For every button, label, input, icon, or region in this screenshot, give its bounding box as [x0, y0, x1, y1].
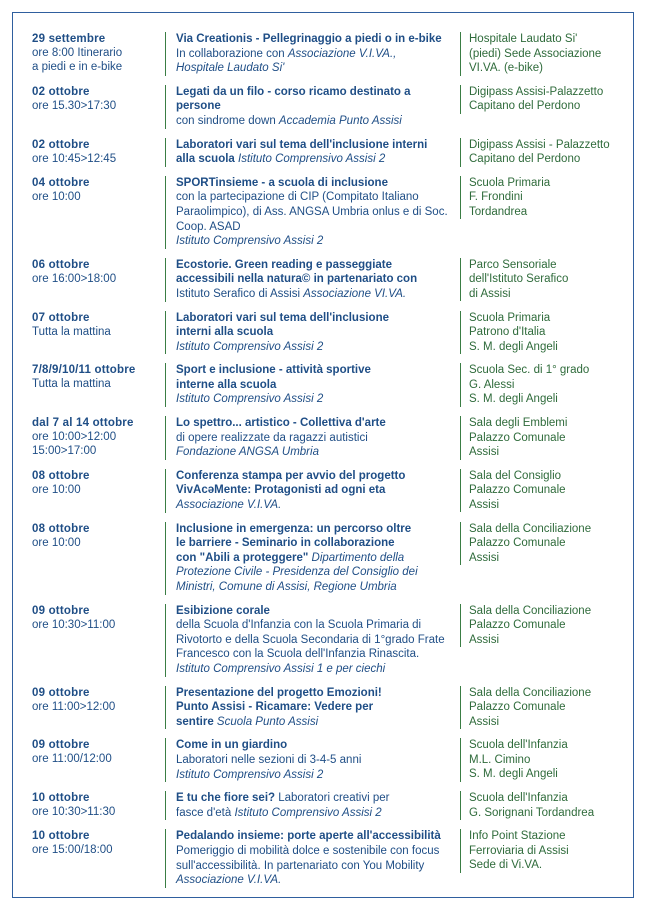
text-line: Ferroviaria di Assisi — [469, 844, 569, 857]
event-row — [32, 32, 614, 76]
event-title-line: Conferenza stampa per avvio del progetto — [176, 469, 406, 482]
event-row — [32, 522, 614, 595]
event-date: 07 ottobre — [32, 311, 90, 324]
event-row — [32, 686, 614, 730]
event-row — [32, 363, 614, 407]
text-line: ore 15.30>17:30 — [32, 99, 117, 112]
event-venue — [460, 176, 614, 220]
text-line: Digipass Assisi - Palazzetto — [469, 138, 610, 151]
event-row — [32, 85, 614, 129]
event-row — [32, 791, 614, 820]
event-description-cell — [165, 522, 460, 595]
event-date-cell — [32, 522, 165, 550]
event-title-line: Inclusione in emergenza: un percorso oltre — [176, 522, 412, 535]
event-row — [32, 138, 614, 167]
event-subtitle-italic: Associazione V.I.VA. — [176, 874, 282, 887]
event-organizer: Istituto Comprensivo Assisi 1 e per ciechi — [176, 662, 386, 675]
text-line: Scuola Primaria — [469, 311, 551, 324]
event-row — [32, 738, 614, 782]
event-time — [32, 805, 159, 819]
event-date-cell — [32, 176, 165, 204]
text-line: ore 11:00>12:00 — [32, 700, 116, 713]
text-line: Assisi — [469, 633, 500, 646]
text-line: Assisi — [469, 498, 500, 511]
text-line: Info Point Stazione — [469, 830, 566, 843]
event-title-line: Legati da un filo - corso ricamo destinato a persone — [176, 85, 411, 113]
event-date-cell — [32, 791, 165, 819]
event-title-line: SPORTinsieme - a scuola di inclusione — [176, 176, 388, 189]
event-description-cell — [165, 416, 460, 460]
text-line: ore 10:00 — [32, 483, 81, 496]
event-date-cell — [32, 138, 165, 166]
text-line: Capitano del Perdono — [469, 100, 581, 113]
event-subtitle — [176, 431, 452, 446]
event-time — [32, 377, 159, 391]
event-date: 09 ottobre — [32, 604, 90, 617]
event-title — [176, 829, 452, 844]
event-description-cell — [165, 604, 460, 677]
event-title — [176, 604, 452, 619]
event-date: 10 ottobre — [32, 830, 90, 843]
event-date-cell — [32, 738, 165, 766]
event-description-cell — [165, 738, 460, 782]
text-line: Sede di Vi.VA. — [469, 859, 543, 872]
text-line: F. Frondini — [469, 191, 523, 204]
event-date-cell — [32, 258, 165, 286]
text-line: S. M. degli Angeli — [469, 393, 558, 406]
text-line: S. M. degli Angeli — [469, 768, 558, 781]
event-date: 29 settembre — [32, 33, 106, 45]
text-line: Digipass Assisi-Palazzetto — [469, 85, 604, 98]
event-venue — [460, 32, 614, 76]
text-line: Scuola Primaria — [469, 176, 551, 189]
event-date-cell — [32, 363, 165, 391]
text-line: VI.VA. (e-bike) — [469, 62, 543, 74]
text-line: ore 15:00/18:00 — [32, 844, 113, 857]
event-title — [176, 791, 452, 806]
event-time — [32, 536, 159, 550]
event-venue — [460, 686, 614, 730]
text-line: dell'Istituto Serafico — [469, 273, 569, 286]
event-title — [176, 522, 452, 566]
event-venue — [460, 738, 614, 782]
event-title-line: E tu che fiore sei? — [176, 792, 279, 805]
event-title-line: alla scuola — [176, 153, 239, 166]
event-date-cell — [32, 85, 165, 113]
text-line: Parco Sensoriale — [469, 258, 557, 271]
text-line: a piedi e in e-bike — [32, 61, 123, 73]
text-line: di Assisi — [469, 287, 511, 300]
event-subtitle — [176, 287, 452, 302]
event-title-line: Via Creationis - Pellegrinaggio a piedi o in e-bike — [176, 33, 442, 45]
event-venue — [460, 791, 614, 820]
text-line: Hospitale Laudato Si' — [469, 33, 578, 45]
event-organizer: Associazione V.I.VA. — [176, 499, 282, 512]
event-subtitle — [176, 47, 452, 62]
text-line: ore 10:00 — [32, 190, 81, 203]
event-description-cell — [165, 829, 460, 887]
event-date: 04 ottobre — [32, 176, 90, 189]
event-time — [32, 99, 159, 113]
text-line: Tutta la mattina — [32, 325, 111, 338]
event-date: 02 ottobre — [32, 138, 90, 151]
text-line: ore 16:00>18:00 — [32, 272, 117, 285]
event-subtitle-line: Pomeriggio di mobilità dolce e sostenibile con focus sull'accessibilità. In partenariato con You Mobility — [176, 844, 440, 872]
event-title-plain: Laboratori creativi per — [278, 792, 390, 805]
event-date: 08 ottobre — [32, 522, 90, 535]
event-organizer: Protezione Civile - Presidenza del Consiglio dei Ministri, Comune di Assisi, Regione Umbria — [176, 566, 418, 593]
text-line: ore 10:45>12:45 — [32, 152, 117, 165]
event-date-cell — [32, 604, 165, 632]
event-row — [32, 829, 614, 887]
text-line: Sala della Conciliazione — [469, 686, 592, 699]
event-row — [32, 311, 614, 355]
event-subtitle — [176, 114, 452, 129]
text-line: Scuola Sec. di 1° grado — [469, 364, 590, 377]
event-organizer: Hospitale Laudato Si' — [176, 62, 285, 75]
event-title — [176, 258, 452, 287]
text-line: S. M. degli Angeli — [469, 340, 558, 353]
event-title — [176, 686, 452, 730]
text-line: Tutta la mattina — [32, 378, 111, 391]
text-line: Sala del Consiglio — [469, 469, 562, 482]
event-title — [176, 176, 452, 191]
event-title-line: Lo spettro... artistico - Collettiva d'arte — [176, 417, 386, 430]
event-date-cell — [32, 686, 165, 714]
text-line: Palazzo Comunale — [469, 537, 566, 550]
event-venue — [460, 604, 614, 648]
event-title — [176, 138, 452, 167]
event-title-line: VivAcəMente: Protagonisti ad ogni eta — [176, 484, 386, 497]
event-title — [176, 32, 452, 47]
event-date: 02 ottobre — [32, 85, 90, 98]
text-line: 15:00>17:00 — [32, 445, 97, 458]
event-title-line: con "Abili a proteggere" — [176, 551, 312, 564]
event-time — [32, 618, 159, 632]
event-title — [176, 363, 452, 392]
event-date: 09 ottobre — [32, 739, 90, 752]
event-venue — [460, 258, 614, 302]
event-row — [32, 176, 614, 249]
event-subtitle-line: di opere realizzate da ragazzi autistici — [176, 431, 368, 444]
event-description-cell — [165, 686, 460, 730]
event-date-cell — [32, 311, 165, 339]
event-description-cell — [165, 363, 460, 407]
event-title-line: interne alla scuola — [176, 378, 277, 391]
event-date: 09 ottobre — [32, 686, 90, 699]
event-organizer: Fondazione ANGSA Umbria — [176, 446, 319, 459]
text-line: Assisi — [469, 715, 500, 728]
event-subtitle — [176, 844, 452, 888]
event-organizer: Istituto Comprensivo Assisi 2 — [176, 235, 324, 248]
event-description-cell — [165, 311, 460, 355]
event-row — [32, 416, 614, 460]
text-line: Assisi — [469, 446, 500, 459]
event-date: 7/8/9/10/11 ottobre — [32, 364, 136, 377]
event-subtitle — [176, 190, 452, 234]
event-title-line: Come in un giardino — [176, 739, 288, 752]
text-line: Palazzo Comunale — [469, 619, 566, 632]
event-time — [32, 272, 159, 286]
event-date: 08 ottobre — [32, 469, 90, 482]
events-list — [32, 32, 614, 888]
event-time — [32, 325, 159, 339]
event-title-line: Sport e inclusione - attività sportive — [176, 364, 371, 377]
event-title-line: accessibili nella natura© in partenariato con — [176, 273, 418, 286]
text-line: Tordandrea — [469, 205, 528, 218]
event-description-cell — [165, 469, 460, 513]
event-time — [32, 152, 159, 166]
event-time — [32, 483, 159, 497]
event-date: 10 ottobre — [32, 792, 90, 805]
event-subtitle-line: Laboratori nelle sezioni di 3-4-5 anni — [176, 753, 362, 766]
event-title-italic: Scuola Punto Assisi — [216, 715, 319, 728]
event-subtitle — [176, 618, 452, 662]
text-line: ore 10:30>11:30 — [32, 806, 116, 819]
event-date: dal 7 al 14 ottobre — [32, 417, 134, 430]
event-description-cell — [165, 32, 460, 76]
event-subtitle-line: con sindrome down — [176, 114, 279, 127]
text-line: G. Alessi — [469, 378, 515, 391]
event-title-line: Punto Assisi - Ricamare: Vedere per — [176, 701, 374, 714]
text-line: ore 10:00>12:00 — [32, 431, 117, 444]
text-line: M.L. Cimino — [469, 753, 531, 766]
event-time — [32, 700, 159, 714]
text-line: G. Sorignani Tordandrea — [469, 806, 595, 819]
event-organizer: Istituto Comprensivo Assisi 2 — [176, 393, 324, 406]
event-date: 06 ottobre — [32, 258, 90, 271]
event-title-line: Esibizione corale — [176, 604, 270, 617]
text-line: Capitano del Perdono — [469, 153, 581, 166]
text-line: ore 8:00 Itinerario — [32, 47, 123, 59]
event-time — [32, 46, 159, 74]
event-subtitle-line: Istituto Serafico di Assisi — [176, 287, 304, 300]
text-line: Scuola dell'Infanzia — [469, 739, 568, 752]
event-title — [176, 85, 452, 114]
event-title-line: Presentazione del progetto Emozioni! — [176, 686, 382, 699]
event-time — [32, 190, 159, 204]
event-subtitle-line: In collaborazione con — [176, 47, 288, 60]
event-date-cell — [32, 416, 165, 458]
event-organizer: Istituto Comprensivo Assisi 2 — [176, 768, 324, 781]
event-title — [176, 469, 452, 498]
event-venue — [460, 829, 614, 873]
text-line: Palazzo Comunale — [469, 431, 566, 444]
event-date-cell — [32, 32, 165, 74]
event-title-line: Laboratori vari sul tema dell'inclusione interni — [176, 138, 428, 151]
event-venue — [460, 138, 614, 167]
event-title-line: le barriere - Seminario in collaborazione — [176, 537, 395, 550]
event-time — [32, 430, 159, 458]
text-line: Palazzo Comunale — [469, 484, 566, 497]
event-subtitle-line: fasce d'età — [176, 806, 235, 819]
text-line: ore 10:00 — [32, 536, 81, 549]
event-subtitle-line: con la partecipazione di CIP (Compitato Italiano Paraolimpico), di Ass. ANGSA Umbria onlus e di Soc. Coop. ASAD — [176, 191, 448, 233]
event-title-line: Ecostorie. Green reading e passeggiate — [176, 258, 393, 271]
event-description-cell — [165, 85, 460, 129]
event-date-cell — [32, 469, 165, 497]
event-date-cell — [32, 829, 165, 857]
event-title — [176, 311, 452, 340]
event-venue — [460, 522, 614, 566]
event-row — [32, 258, 614, 302]
event-description-cell — [165, 176, 460, 249]
event-title-line: sentire — [176, 715, 217, 728]
event-title-line: Pedalando insieme: porte aperte all'accessibilità — [176, 830, 441, 843]
event-subtitle-italic: Accademia Punto Assisi — [278, 114, 402, 127]
event-organizer: Istituto Comprensivo Assisi 2 — [176, 340, 324, 353]
event-venue — [460, 311, 614, 355]
text-line: Sala della Conciliazione — [469, 604, 592, 617]
event-title-italic: Istituto Comprensivo Assisi 2 — [238, 153, 386, 166]
event-subtitle-italic: Associazione VI.VA. — [303, 287, 407, 300]
event-row — [32, 604, 614, 677]
event-subtitle-italic: Istituto Comprensivo Assisi 2 — [234, 806, 382, 819]
event-venue — [460, 363, 614, 407]
text-line: Assisi — [469, 551, 500, 564]
event-description-cell — [165, 258, 460, 302]
event-subtitle-italic: Associazione V.I.VA., — [287, 47, 397, 60]
event-time — [32, 843, 159, 857]
event-title-line: interni alla scuola — [176, 326, 274, 339]
event-subtitle — [176, 806, 452, 821]
event-title — [176, 738, 452, 753]
event-title-italic: Dipartimento della — [311, 551, 405, 564]
event-venue — [460, 85, 614, 114]
event-subtitle — [176, 753, 452, 768]
event-subtitle-line: della Scuola d'Infanzia con la Scuola Primaria di Rivotorto e della Scuola Secondaria di 1°grado Frate Francesco con la Scuola dell'Infanzia Rinascita. — [176, 619, 445, 661]
event-title — [176, 416, 452, 431]
event-venue — [460, 469, 614, 513]
event-venue — [460, 416, 614, 460]
text-line: Scuola dell'Infanzia — [469, 792, 568, 805]
text-line: Sala degli Emblemi — [469, 417, 568, 430]
text-line: ore 10:30>11:00 — [32, 618, 116, 631]
text-line: ore 11:00/12:00 — [32, 753, 112, 766]
event-title-line: Laboratori vari sul tema dell'inclusione — [176, 311, 389, 324]
event-row — [32, 469, 614, 513]
text-line: (piedi) Sede Associazione — [469, 47, 602, 60]
event-description-cell — [165, 138, 460, 167]
event-time — [32, 752, 159, 766]
text-line: Palazzo Comunale — [469, 701, 566, 714]
event-description-cell — [165, 791, 460, 820]
text-line: Sala della Conciliazione — [469, 522, 592, 535]
text-line: Patrono d'Italia — [469, 326, 546, 338]
